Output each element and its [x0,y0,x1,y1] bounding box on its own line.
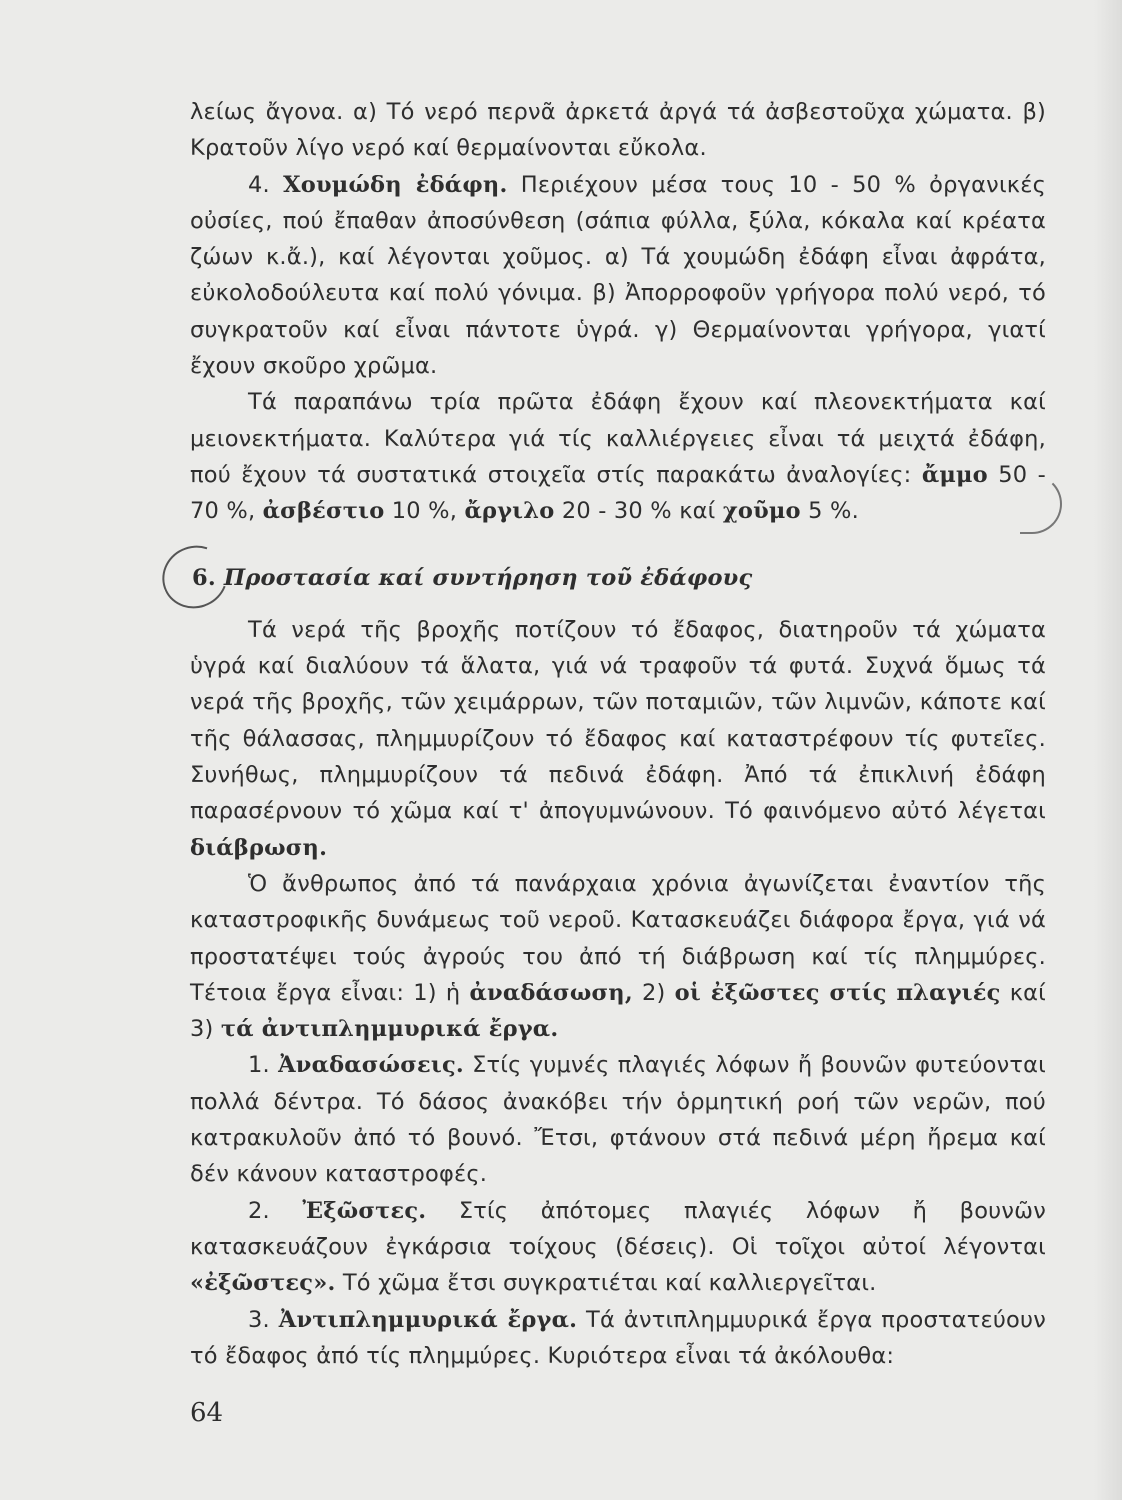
paragraph-works: Ὁ ἄνθρωπος ἀπό τά πανάρχαια χρόνια ἀγωνίζεται ἐναντίον τῆς καταστροφικῆς δυνάμεως τοῦ νεροῦ. Κατασκευάζει διάφορα ἔργα, γιά νά προστατέψει τούς ἀγρούς του ἀπό τή διάβρωση καί τίς πλημμύρες. Τέτοια ἔργα εἶναι: 1) ἡ ἀναδάσωση, 2) οἱ ἐξῶστες στίς πλαγιές καί 3) τά ἀντιπλημμυρικά ἔργα. [190,870,1046,1043]
term-sand: ἄμμο [921,461,988,488]
section-heading [190,560,1046,596]
page-number: 64 [190,1398,224,1428]
paragraph-flood-works: 3. Ἀντιπλημμυρικά ἔργα. Τά ἀντιπλημμυρικά ἔργα προστατεύουν τό ἔδαφος ἀπό τίς πλημμύρες. Κυριότερα εἶναι τά ἀκόλουθα: [190,1306,1046,1369]
term-erosion: διάβρωση. [190,834,328,861]
term-terraces: Ἐξῶστες. [302,1197,427,1224]
paragraph-terraces: 2. Ἐξῶστες. Στίς ἀπότομες πλαγιές λόφων ἤ βουνῶν κατασκευάζουν ἐγκάρσια τοίχους (δέσεις). Οἱ τοῖχοι αὐτοί λέγονται «ἐξῶστες». Τό χῶμα ἔτσι συγκρατιέται καί καλλιεργεῖται. [190,1197,1046,1297]
term-terraces-quoted: «ἐξῶστες». [190,1270,336,1297]
paragraph-erosion: Τά νερά τῆς βροχῆς ποτίζουν τό ἔδαφος, διατηροῦν τά χώματα ὑγρά καί διαλύουν τά ἅλατα, γιά νά τραφοῦν τά φυτά. Συχνά ὅμως τά νερά τῆς βροχῆς, τῶν χειμάρρων, τῶν ποταμιῶν, τῶν λιμνῶν, κάποτε καί τῆς θάλασσας, πλημμυρίζουν τό ἔδαφος καί καταστρέφουν τίς φυτεῖες. Συνήθως, πλημμυρίζουν τά πεδινά ἐδάφη. Ἀπό τά ἐπικλινή ἐδάφη παρασέρνουν τό χῶμα καί τ' ἀπογυμνώνουν. Τό φαινόμενο αὐτό λέγεται διάβρωση. [190,616,1046,861]
term-humus: χοῦμο [722,498,801,525]
paragraph-humus-soils: 4. Χουμώδη ἐδάφη. Περιέχουν μέσα τους 10 - 50 % ὀργανικές οὐσίες, πού ἔπαθαν ἀποσύνθεση (σάπια φύλλα, ξύλα, κόκαλα καί κρέατα ζώων κ.ἄ.), καί λέγονται χοῦμος. α) Τά χουμώδη ἐδάφη εἶναι ἀφράτα, εὐκολοδούλευτα καί πολύ γόνιμα. β) Ἀπορροφοῦν γρήγορα πολύ νερό, τό συγκρατοῦν καί εἶναι πάντοτε ὑγρά. γ) Θερμαίνονται γρήγορα, γιατί ἔχουν σκοῦρο χρῶμα. [190,171,1046,380]
section-title: Προστασία καί συντήρηση τοῦ ἐδάφους [223,564,753,591]
term-reforestations: Ἀναδασώσεις. [278,1052,464,1079]
paragraph-mixed-soils: Τά παραπάνω τρία πρῶτα ἐδάφη ἔχουν καί πλεονεκτήματα καί μειονεκτήματα. Καλύτερα γιά τίς καλλιέργειες εἶναι τά μειχτά ἐδάφη, πού ἔχουν τά συστατικά στοιχεῖα στίς παρακάτω ἀναλογίες: ἄμμο 50 - 70 %, ἀσβέστιο 10 %, ἄργιλο 20 - 30 % καί χοῦμο 5 %. [190,389,1046,525]
term-flood-works: τά ἀντιπλημμυρικά ἔργα. [220,1016,559,1043]
handwritten-bracket-mark [1020,474,1062,534]
page-edge-shadow [1094,0,1122,1500]
section-number: 6. [192,564,216,591]
handwritten-circle-mark [152,535,238,619]
paragraph-calcareous-cont: λείως ἄγονα. α) Τό νερό περνᾶ ἀρκετά ἀργά τά ἀσβεστοῦχα χώματα. β) Κρατοῦν λίγο νερό καί θερμαίνονται εὔκολα. [190,99,1046,162]
term-reforestation: ἀναδάσωση, [469,979,633,1006]
term-clay: ἄργιλο [464,498,555,525]
paragraph-reforestation: 1. Ἀναδασώσεις. Στίς γυμνές πλαγιές λόφων ἤ βουνῶν φυτεύονται πολλά δέντρα. Τό δάσος ἀνακόβει τήν ὁρμητική ροή τῶν νερῶν, πού κατρακυλοῦν ἀπό τό βουνό. Ἔτσι, φτάνουν στά πεδινά μέρη ἤρεμα καί δέν κάνουν καταστροφές. [190,1052,1046,1188]
term-flood-works-heading: Ἀντιπλημμυρικά ἔργα. [278,1306,578,1333]
term-terraces-slopes: οἱ ἐξῶστες στίς πλαγιές [674,979,1001,1006]
term-humus-soils: Χουμώδη ἐδάφη. [283,171,508,198]
term-calcium: ἀσβέστιο [262,498,385,525]
page-body [190,94,1046,1374]
